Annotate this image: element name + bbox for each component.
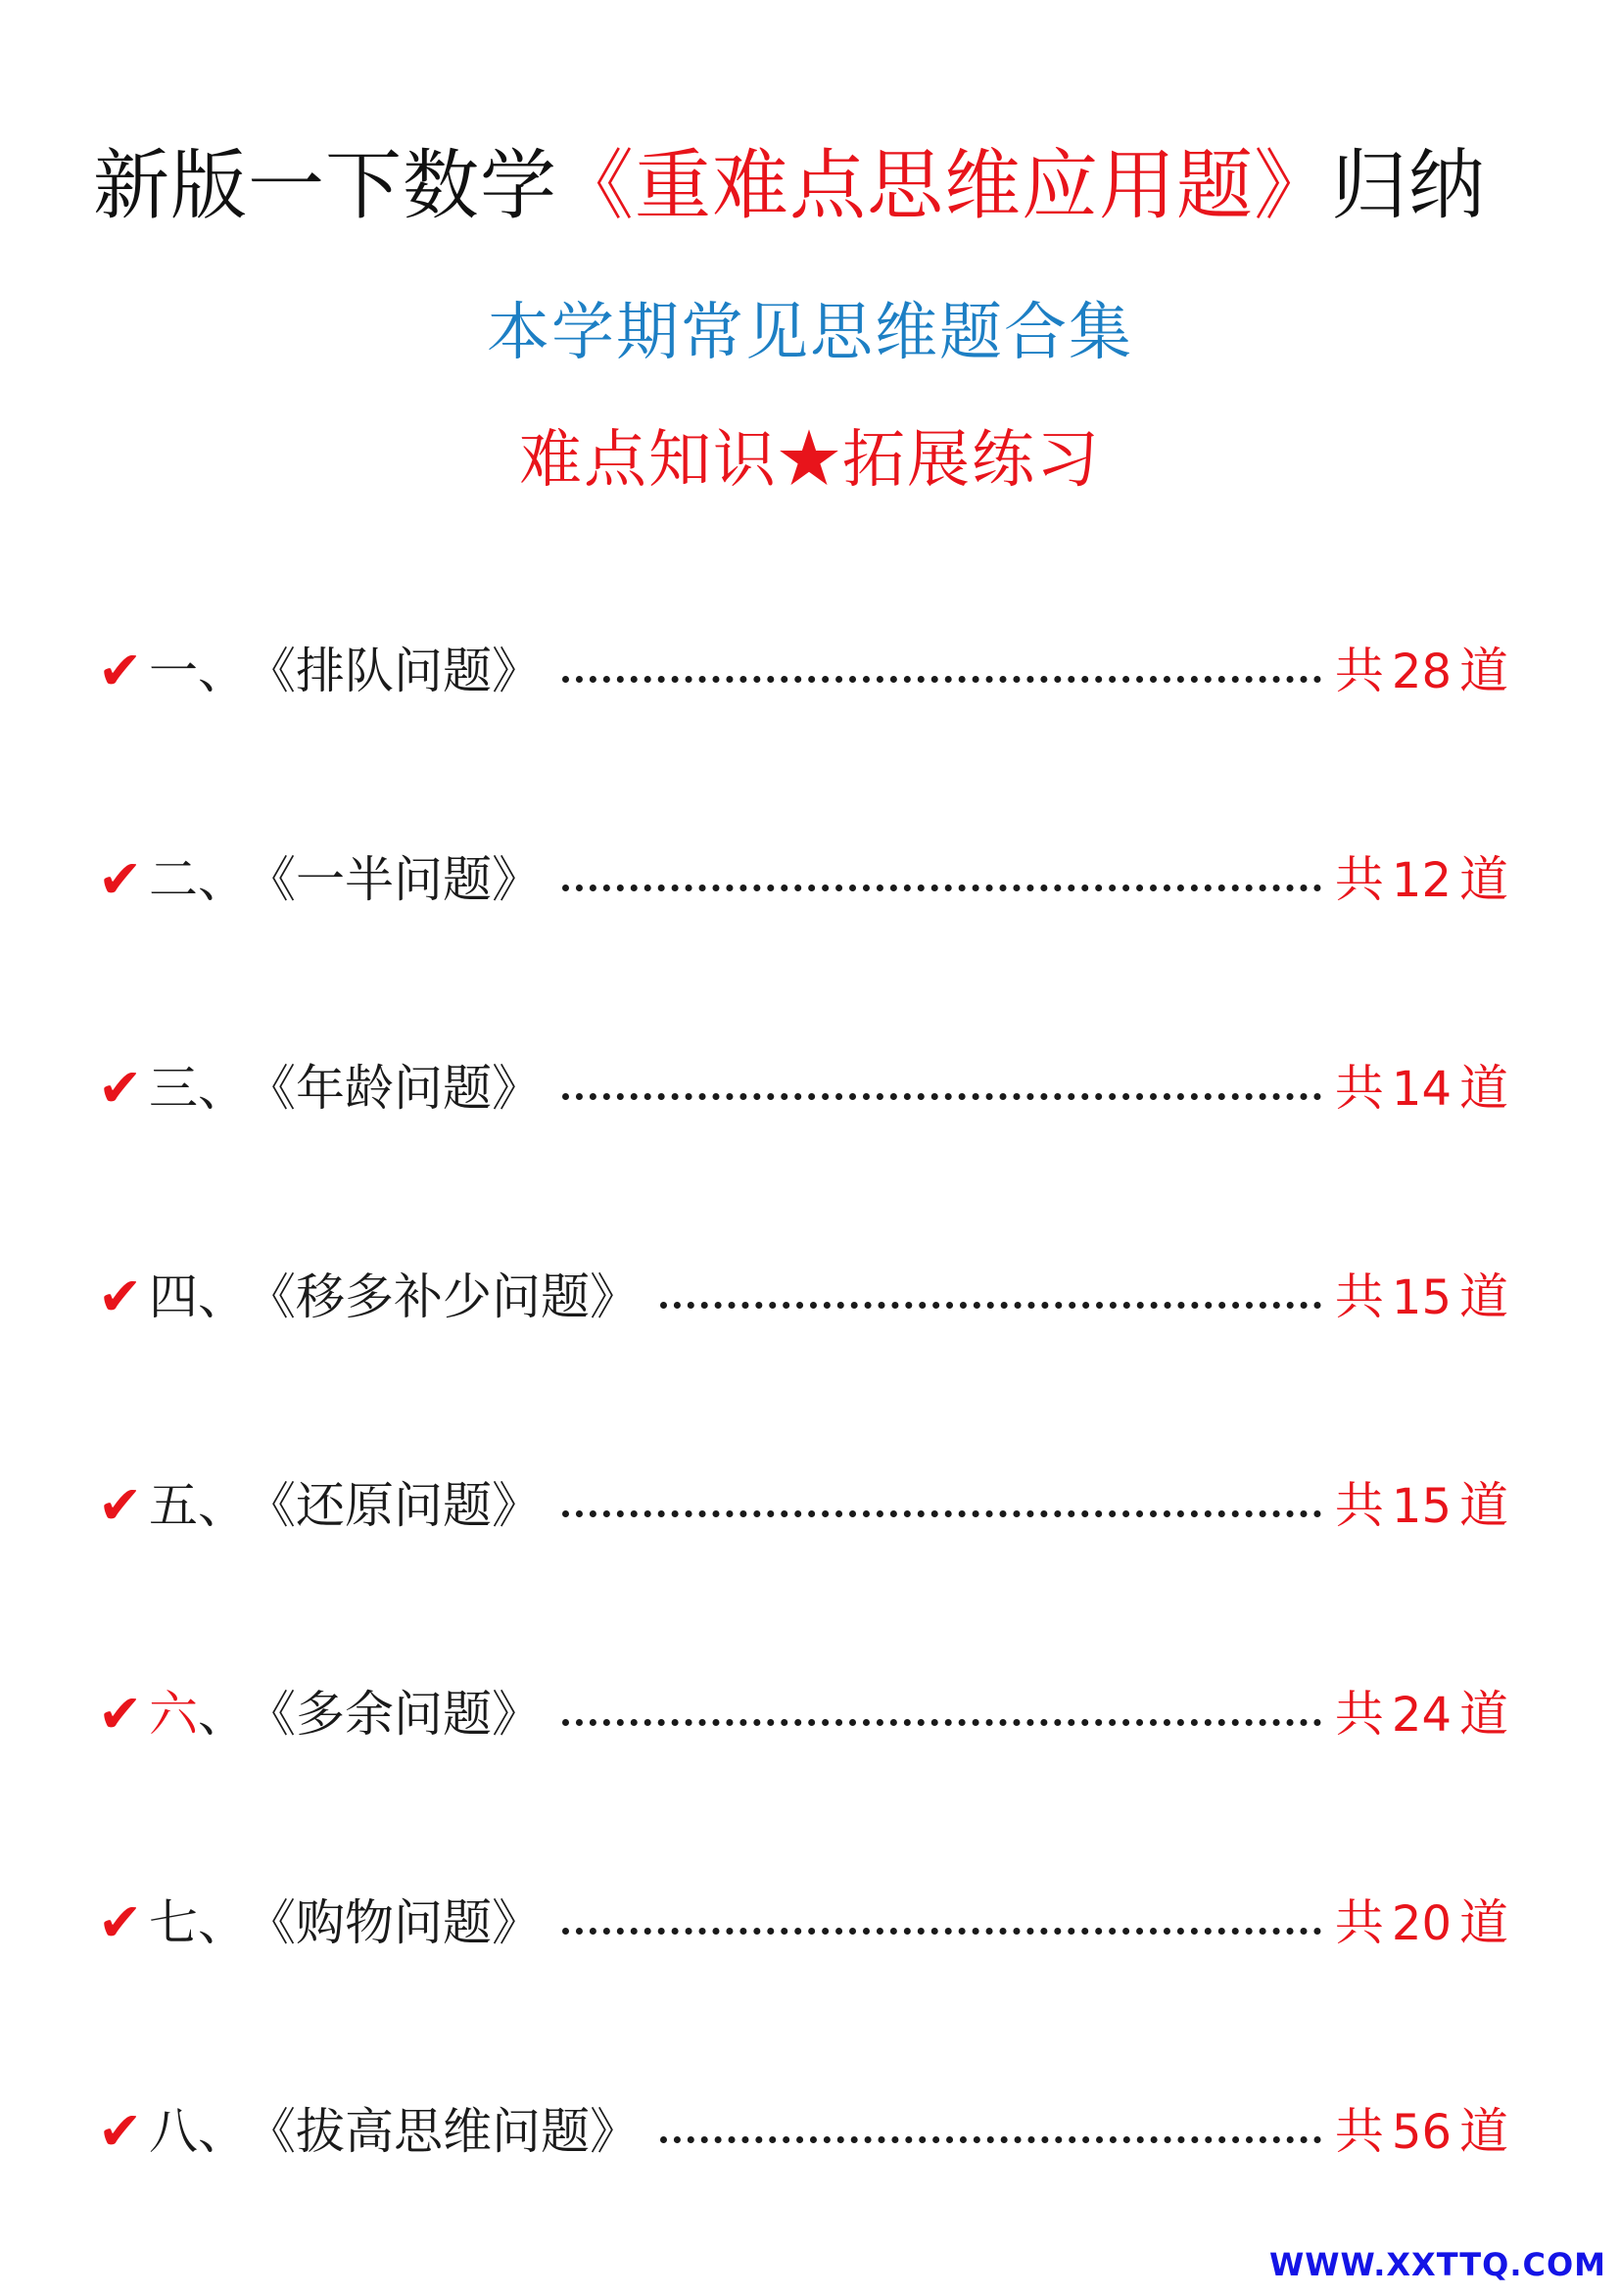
- toc-item-number: 七、: [149, 1894, 247, 1951]
- title-highlight: 《重难点思维应用题》: [557, 142, 1332, 230]
- toc-item[interactable]: [98, 1461, 1508, 1670]
- dot-leader: [562, 1719, 1321, 1726]
- check-icon: ✔: [98, 1057, 143, 1119]
- dot-leader: [562, 676, 1321, 683]
- toc-item-name: 《一半问题》: [247, 851, 541, 908]
- watermark: WWW.XXTTQ.COM: [1268, 2246, 1606, 2283]
- toc-item[interactable]: [98, 1253, 1508, 1461]
- title-suffix: 归纳: [1331, 142, 1487, 230]
- toc-item-number: 三、: [149, 1060, 247, 1117]
- check-icon: ✔: [98, 1891, 143, 1953]
- dot-leader: [562, 1093, 1321, 1100]
- toc-item-number: 六: [149, 1686, 198, 1743]
- tagline: 难点知识★拓展练习: [519, 424, 1101, 497]
- check-icon: ✔: [98, 2100, 143, 2162]
- toc-item-name: 《拔高思维问题》: [247, 2103, 639, 2160]
- table-of-contents: [98, 627, 1508, 2296]
- check-icon: ✔: [98, 640, 143, 701]
- toc-item-count: 共 56 道: [1334, 2102, 1508, 2160]
- toc-item-number: 八、: [149, 2103, 247, 2160]
- check-icon: ✔: [98, 1683, 143, 1745]
- toc-item-number: 五、: [149, 1477, 247, 1534]
- toc-item-count: 共 15 道: [1334, 1476, 1508, 1534]
- title-prefix: 新版一下数学: [93, 142, 558, 230]
- toc-item-number-separator: 、: [198, 1686, 247, 1743]
- check-icon: ✔: [98, 848, 143, 910]
- toc-item[interactable]: [98, 1879, 1508, 2087]
- toc-item-count: 共 12 道: [1334, 850, 1508, 908]
- dot-leader: [660, 1302, 1321, 1309]
- toc-item-name: 《移多补少问题》: [247, 1268, 639, 1325]
- dot-leader: [660, 2136, 1321, 2143]
- toc-item-name: 《多余问题》: [247, 1686, 541, 1743]
- toc-item-name: 《年龄问题》: [247, 1060, 541, 1117]
- check-icon: ✔: [98, 1474, 143, 1536]
- toc-item-number: 四、: [149, 1268, 247, 1325]
- toc-item-count: 共 28 道: [1334, 642, 1508, 699]
- toc-item-count: 共 14 道: [1334, 1059, 1508, 1117]
- toc-item-number: 二、: [149, 851, 247, 908]
- toc-item-number: 一、: [149, 643, 247, 699]
- toc-item[interactable]: [98, 1670, 1508, 1879]
- toc-item-name: 《购物问题》: [247, 1894, 541, 1951]
- check-icon: ✔: [98, 1266, 143, 1327]
- toc-item-name: 《排队问题》: [247, 643, 541, 699]
- toc-item[interactable]: [98, 627, 1508, 836]
- subtitle: 本学期常见思维题合集: [487, 297, 1133, 369]
- dot-leader: [562, 1510, 1321, 1517]
- dot-leader: [562, 885, 1321, 891]
- dot-leader: [562, 1928, 1321, 1935]
- page-title: [93, 137, 1486, 235]
- toc-item-count: 共 15 道: [1334, 1268, 1508, 1325]
- toc-item[interactable]: [98, 836, 1508, 1044]
- toc-item[interactable]: [98, 1044, 1508, 1253]
- toc-item-name: 《还原问题》: [247, 1477, 541, 1534]
- toc-item-count: 共 20 道: [1334, 1893, 1508, 1951]
- toc-item-count: 共 24 道: [1334, 1685, 1508, 1743]
